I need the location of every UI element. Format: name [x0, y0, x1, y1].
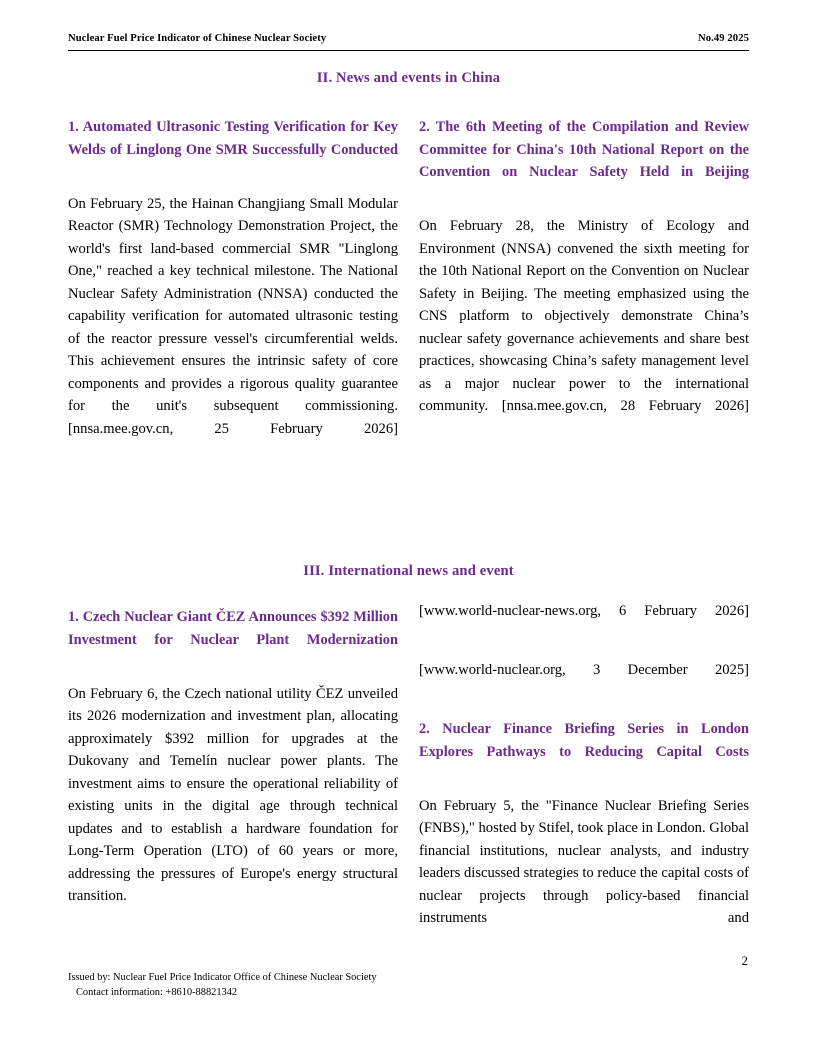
article-body-nuclear-finance-briefing-series: On February 5, the "Finance Nuclear Briefing Series (FNBS)," hosted by Stifel, took place in London. Global financial institutions, nuclear analysts, and industry leaders discussed strategies to reduce the capital costs of nuclear projects through policy-based financial instruments and [419, 797, 749, 926]
article-heading-6th-meeting-compilation-review-committee: 2. The 6th Meeting of the Compilation and Review Committee for China's 10th National Report on the Convention on Nuclear Safety Held in Beijing [419, 119, 749, 180]
source-citation-world-nuclear-news: [www.world-nuclear-news.org, 6 February 2026] [419, 603, 749, 619]
page-number: 2 [741, 953, 748, 968]
article-body-cez-investment: On February 6, the Czech national utility ČEZ unveiled its 2026 modernization and investment plan, allocating approximately $392 million for upgrades at the Dukovany and Temelín nuclear power plants. The investment aims to ensure the operational reliability of existing units in the digital age through technical updates and to establish a hardware foundation for Long-Term Operation (LTO) of 60 years or more, addressing the pressures of Europe's energy structural transition. [68, 685, 398, 904]
section-3-left-column [68, 606, 398, 936]
article-heading-linglong-one-smr: 1. Automated Ultrasonic Testing Verification for Key Welds of Linglong One SMR Successfully Conducted [68, 119, 398, 158]
source-citation-world-nuclear: [www.world-nuclear.org, 3 December 2025] [419, 662, 749, 678]
section-2-left-column [68, 116, 398, 546]
page-footer [68, 970, 377, 1000]
article-body-6th-meeting-compilation-review-committee: On February 28, the Ministry of Ecology and Environment (NNSA) convened the sixth meeting for the 10th National Report on the Convention on Nuclear Safety in Beijing. The meeting emphasized using the CNS platform to objectively demonstrate China’s nuclear safety governance achievements and share best practices, showcasing China’s safety management level as a major nuclear power to the international community. [nnsa.mee.gov.cn, 28 February 2026] [419, 218, 749, 414]
header-divider-rule [68, 50, 749, 51]
running-header [68, 33, 749, 44]
article-body-linglong-one-smr: On February 25, the Hainan Changjiang Small Modular Reactor (SMR) Technology Demonstration Project, the world's first land-based commercial SMR "Linglong One," reached a key technical milestone. The National Nuclear Safety Administration (NNSA) conducted the capability verification for automated ultrasonic testing of the reactor pressure vessel's circumferential welds. This achievement ensures the intrinsic safety of core components and provides a rigorous quality guarantee for the unit's subsequent commissioning. [nnsa.mee.gov.cn, 25 February 2026] [68, 195, 398, 437]
article-heading-cez-investment: 1. Czech Nuclear Giant ČEZ Announces $392 Million Investment for Nuclear Plant Modernization [68, 609, 398, 648]
section-title-news-and-events-in-china: II. News and events in China [316, 70, 501, 86]
section-2-right-column [419, 116, 749, 546]
footer-contact-information: Contact information: +8610-88821342 [76, 987, 238, 998]
footer-issued-by: Issued by: Nuclear Fuel Price Indicator Office of Chinese Nuclear Society [68, 972, 377, 983]
header-publication-title: Nuclear Fuel Price Indicator of Chinese Nuclear Society [68, 33, 327, 44]
article-heading-nuclear-finance-briefing-series: 2. Nuclear Finance Briefing Series in London Explores Pathways to Reducing Capital Costs [419, 721, 749, 760]
header-issue-number: No.49 2025 [697, 33, 749, 44]
section-title-international-news-and-event: III. International news and event [303, 563, 514, 579]
section-3-right-column [419, 600, 749, 936]
